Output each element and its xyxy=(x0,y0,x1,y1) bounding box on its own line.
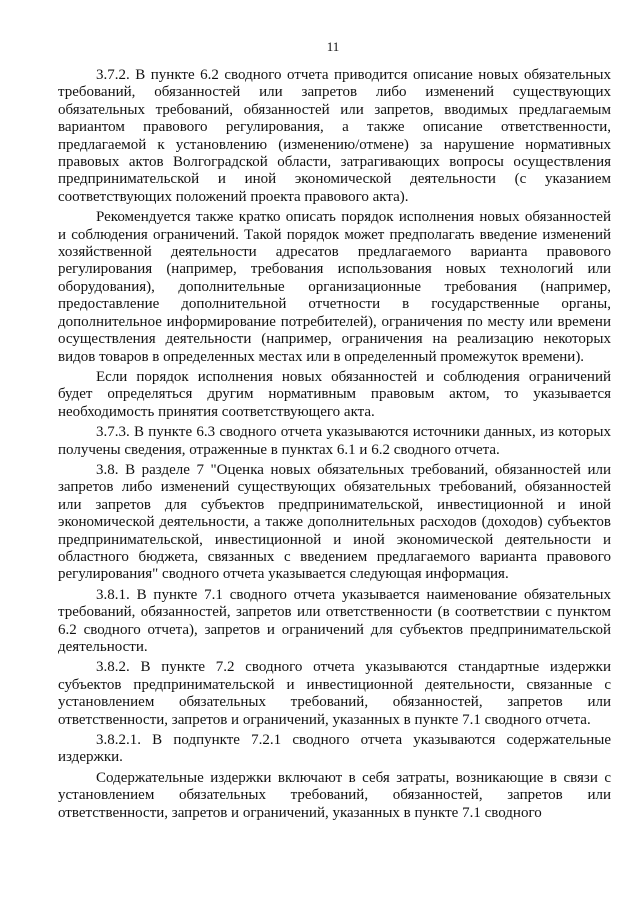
paragraph-procedure-recommendation: Рекомендуется также кратко описать порядок исполнения новых обязанностей и соблюдения ограничений. Такой порядок может предполагать введение изменений хозяйственной деятельности адресатов предлагаемого варианта правового регулирования (например, требования использования новых технологий или оборудования), дополнительные организационные требования (например, предоставление дополнительной отчетности в государственные органы, дополнительное информирование потребителей), ограничения по месту или времени осуществления деятельности (например, ограничения на реализацию некоторых видов товаров в определенных местах или в определенный промежуток времени). xyxy=(58,209,611,365)
paragraph-3-8-2-1: 3.8.2.1. В подпункте 7.2.1 сводного отчета указываются содержательные издержки. xyxy=(58,732,611,766)
paragraph-3-7-2: 3.7.2. В пункте 6.2 сводного отчета приводится описание новых обязательных требований, обязанностей или запретов либо изменений существующих обязательных требований, обязанностей или запретов, вводимых предлагаемым вариантом правового регулирования, а также описание ответственности, предлагаемой к установлению (изменению/отмене) за нарушение нормативных правовых актов Волгоградской области, затрагивающих вопросы осуществления предпринимательской и иной экономической деятельности (с указанием соответствующих положений проекта правового акта). xyxy=(58,67,611,205)
paragraph-3-8-2: 3.8.2. В пункте 7.2 сводного отчета указываются стандартные издержки субъектов предпринимательской и инвестиционной деятельности, связанные с установлением обязательных требований, обязанностей, запретов или ответственности, запретов и ограничений, указанных в пункте 7.1 сводного отчета. xyxy=(58,659,611,728)
paragraph-substantive-costs: Содержательные издержки включают в себя затраты, возникающие в связи с установлением обязательных требований, обязанностей, запретов или ответственности, запретов и ограничений, указанных в пункте 7.1 сводного xyxy=(58,769,611,821)
paragraph-other-act: Если порядок исполнения новых обязанностей и соблюдения ограничений будет определяться другим нормативным правовым актом, то указывается необходимость принятия соответствующего акта. xyxy=(58,368,611,420)
paragraph-3-7-3: 3.7.3. В пункте 6.3 сводного отчета указываются источники данных, из которых получены сведения, отраженные в пунктах 6.1 и 6.2 сводного отчета. xyxy=(58,424,611,458)
paragraph-3-8-1: 3.8.1. В пункте 7.1 сводного отчета указывается наименование обязательных требований, обязанностей, запретов или ответственности (в соответствии с пунктом 6.2 сводного отчета), запретов и ограничений для субъектов предпринимательской деятельности. xyxy=(58,586,611,655)
paragraph-3-8: 3.8. В разделе 7 "Оценка новых обязательных требований, обязанностей или запретов либо изменений существующих обязательных требований, обязанностей или запретов для субъектов предпринимательской, инвестиционной и иной экономической деятельности, а также дополнительных расходов (доходов) субъектов предпринимательской, инвестиционной и иной экономической деятельности и областного бюджета, связанных с введением предлагаемого варианта правового регулирования" сводного отчета указывается следующая информация. xyxy=(58,461,611,583)
page-number: 11 xyxy=(326,39,340,54)
document-body xyxy=(58,67,611,822)
